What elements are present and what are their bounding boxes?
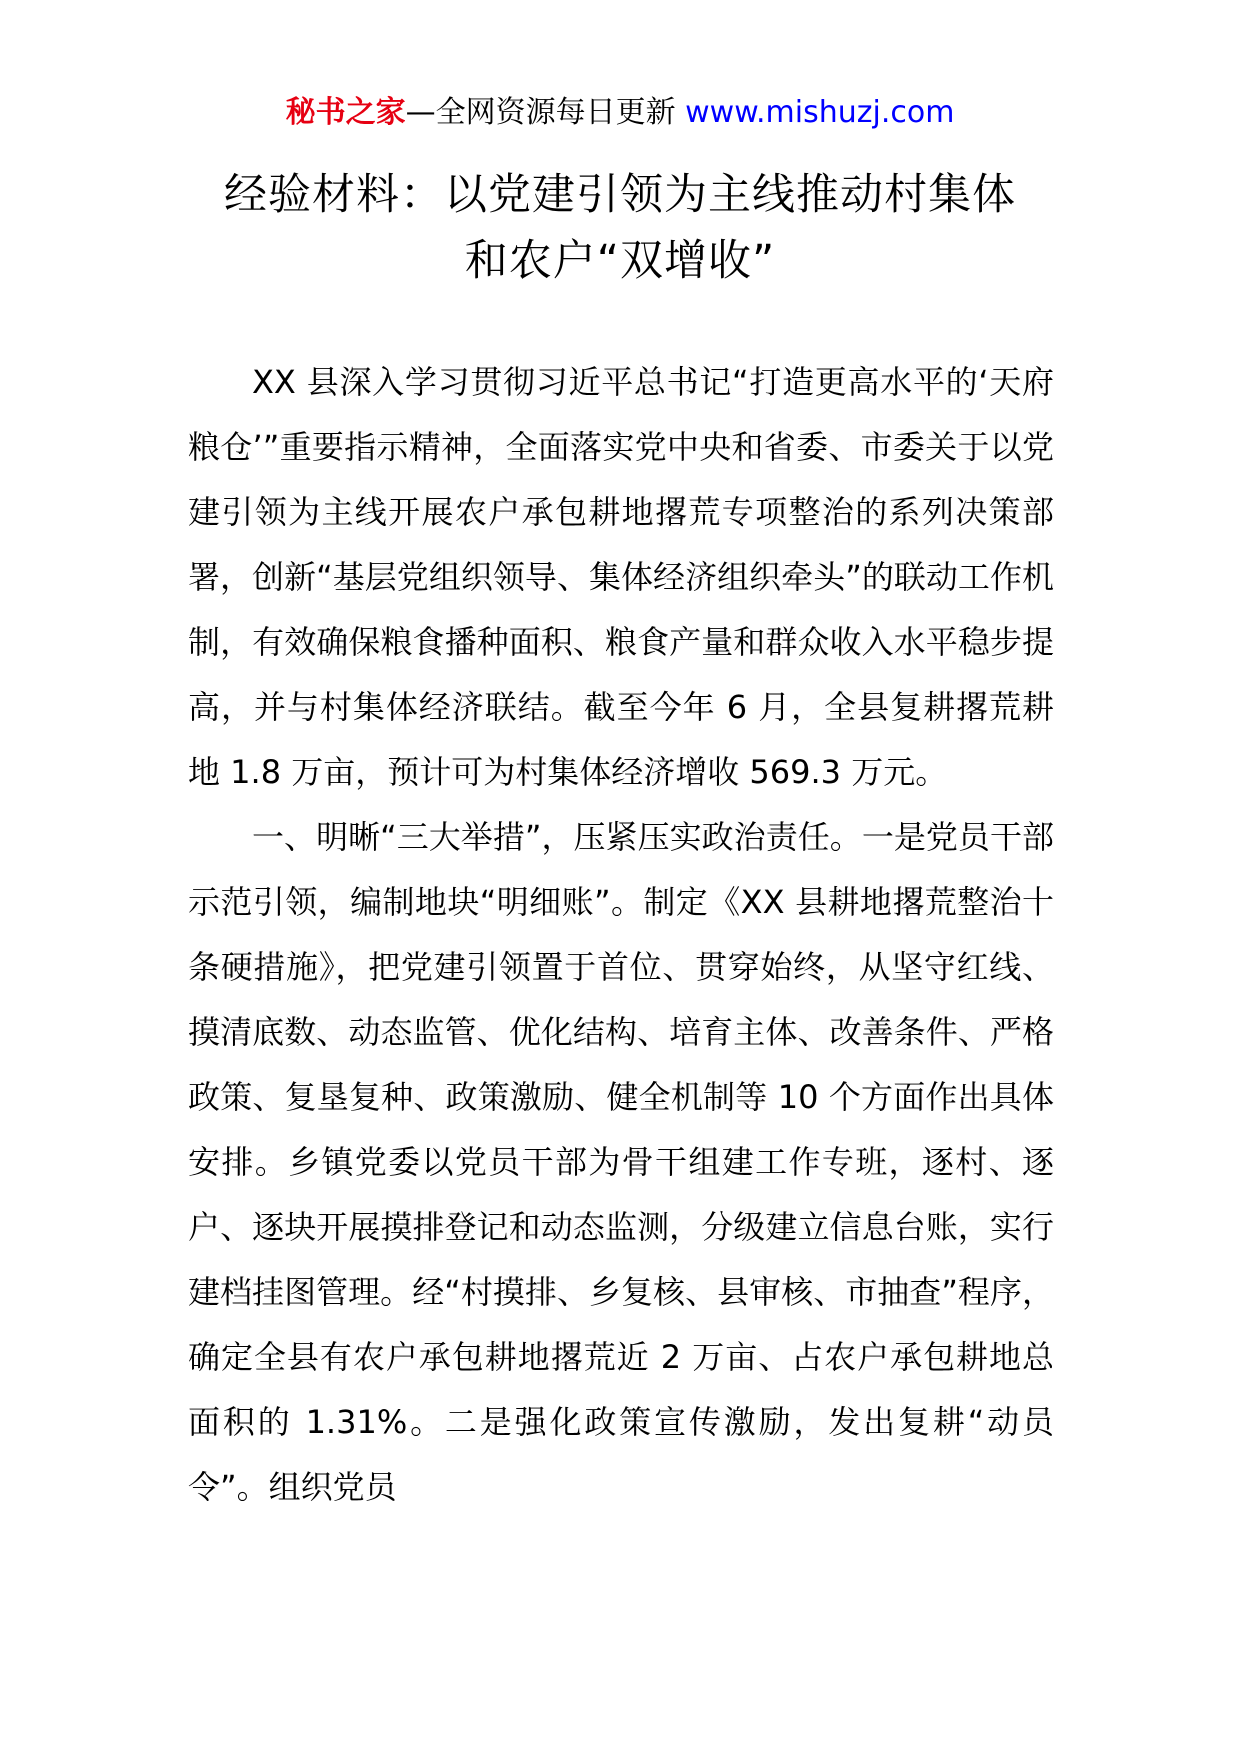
title-line-2: 和农户“双增收”: [464, 236, 776, 286]
section-1-text: 一是党员干部示范引领，编制地块“明细账”。制定《XX 县耕地撂荒整治十条硬措施》，把党建引领置于首位、贯穿始终，从坚守红线、摸清底数、动态监管、优化结构、培育主体、改善条件、严格政策、复垦复种、政策激励、健全机制等 10 个方面作出具体安排。乡镇党委以党员干部为骨干组建工作专班，逐村、逐户、逐块开展摸排登记和动态监测，分级建立信息台账，实行建档挂图管理。经“村摸排、乡复核、县审核、市抽查”程序，确定全县有农户承包耕地撂荒近 2 万亩、占农户承包耕地总面积的 1.31%。二是强化政策宣传激励，发出复耕“动员令”。组织党员: [188, 818, 1054, 1506]
site-url-link[interactable]: www.mishuzj.com: [685, 95, 955, 130]
document-body: [188, 350, 1054, 1520]
intro-paragraph: XX 县深入学习贯彻习近平总书记“打造更高水平的‘天府粮仓’”重要指示精神，全面落实党中央和省委、市委关于以党建引领为主线开展农户承包耕地撂荒专项整治的系列决策部署，创新“基层党组织领导、集体经济组织牵头”的联动工作机制，有效确保粮食播种面积、粮食产量和群众收入水平稳步提高，并与村集体经济联结。截至今年 6 月，全县复耕撂荒耕地 1.8 万亩，预计可为村集体经济增收 569.3 万元。: [188, 363, 1054, 791]
brand-name: 秘书之家: [285, 95, 406, 130]
site-tagline: —全网资源每日更新: [405, 95, 676, 130]
section-1-heading: 一、明晰“三大举措”，压紧压实政治责任。: [252, 818, 862, 856]
section-1-paragraph: [188, 805, 1054, 1520]
title-line-1: 经验材料：以党建引领为主线推动村集体: [224, 170, 1016, 220]
document-title: [160, 162, 1080, 294]
site-header: [0, 92, 1240, 134]
